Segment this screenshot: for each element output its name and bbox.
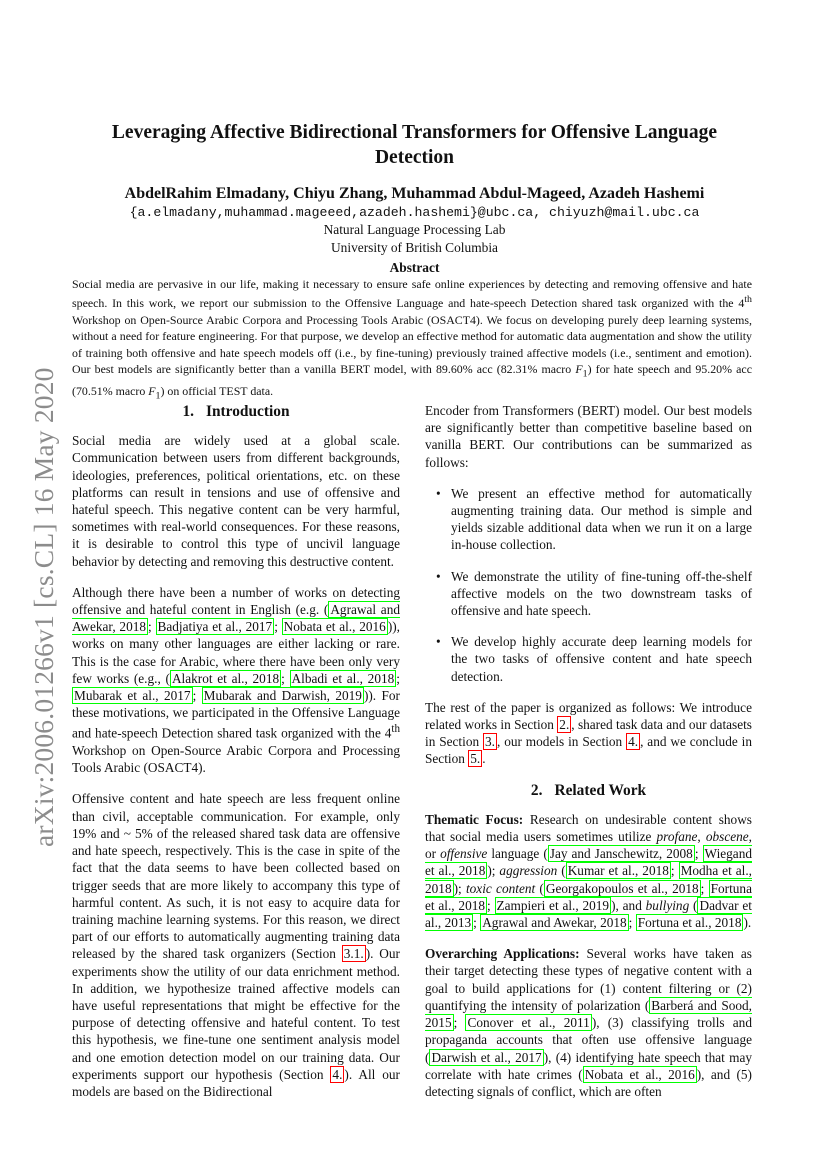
paragraph-text: ); bbox=[453, 880, 466, 896]
overarching-applications-paragraph: Overarching Applications: Several works have taken as their target detecting these types of negative content with a goal to build applications for (1) content filtering or (2) quantifying the intensity of polarization ( Barberá and Sood, 2015 ; Conover et al., 2011 ), (3) classifying trolls and propaganda accounts that often use offensive language ( Darwish et al., 2017 ), (4) identifying hate speech that may correlate with hate crimes ( Nobata et al., 2016 ), and (5) detecting signals of conflict, which are often bbox=[425, 946, 752, 1099]
organization-paragraph bbox=[425, 699, 752, 768]
superscript: th bbox=[744, 294, 752, 306]
list-item bbox=[436, 633, 752, 685]
right-column bbox=[425, 402, 752, 1114]
paragraph-text: ). Our experiments show the utility of our data enrichment method. In addition, we hypothesize trained affective models can have useful representations that might be effective for the purpose of detecting offensive and hateful content. To test this hypothesis, we fine-tune one sentiment analysis model and one emotion detection model on our training data. Our experiments support our hypothesis (Section bbox=[72, 946, 400, 1082]
bullet-icon: • bbox=[436, 485, 441, 501]
paper-title: Leveraging Affective Bidirectional Transformers for Offensive Language Detection bbox=[111, 122, 718, 168]
section-ref-link[interactable]: 4. bbox=[332, 1066, 343, 1082]
section-number: 1. bbox=[182, 403, 194, 420]
citation-link[interactable]: Wiegand et al., 2018 bbox=[425, 846, 753, 879]
citation-link[interactable]: Zampieri et al., 2019 bbox=[496, 897, 610, 913]
paragraph-text: . bbox=[482, 751, 486, 767]
emphasis: obscene bbox=[705, 829, 749, 845]
citation-link[interactable]: Fortuna et al., 2018 bbox=[425, 880, 752, 913]
intro-paragraph-1: Social media are widely used at a global scale. Communication between users from different backgrounds, ideologies, preferences, political orientations, etc. on these platforms can result in tensions and use of offensive and hateful speech. This negative content can be very harmful, sometimes with real-world consequences. For these reasons, it is desirable to control this type of uncivil language behavior by detecting and removing this destructive content. bbox=[72, 433, 400, 569]
citation-link[interactable]: Mubarak et al., 2017 bbox=[74, 688, 191, 704]
paragraph-text: The rest of the paper is organized as follows: We introduce related works in Section bbox=[425, 699, 752, 733]
citation-link[interactable]: Modha et al., 2018 bbox=[425, 863, 752, 896]
emphasis: bullying bbox=[645, 897, 690, 913]
citation-link[interactable]: Nobata et al., 2016 bbox=[283, 619, 386, 635]
section-ref-link[interactable]: 2. bbox=[559, 717, 570, 733]
thematic-focus-paragraph: Thematic Focus: Research on undesirable content shows that social media users sometimes utilize profane, obscene, or offensive language ( Jay and Janschewitz, 2008 ; Wiegand et al., 2018 ); aggression ( Kumar et al., 2018 ; Modha et al., 2018 ); toxic content ( Georgakopoulos et al., 2018 ; Fortuna et al., 2018 ; Zampieri et al., 2019 ), and bullying ( Dadvar et al., 2013 ; Agrawal and Awekar, 2018 ; Fortuna et al., 2018 ). bbox=[425, 811, 753, 931]
paragraph-text: ). bbox=[743, 915, 752, 931]
abstract-text: ) for hate speech and 95.20% acc (70.51% macro bbox=[72, 362, 752, 398]
paragraph-text: , or bbox=[425, 829, 752, 862]
paragraph-text: Research on undesirable content shows that social media users sometimes utilize bbox=[425, 811, 752, 845]
abstract-text: Social media are pervasive in our life, making it necessary to ensure safe online experiences by detecting and removing offensive and hate speech. In this work, we report our submission to the Offensive Language and hate-speech Detection shared task organized with the bbox=[72, 277, 752, 311]
paragraph-text: Offensive content and hate speech are less frequent online than civil, acceptable communication. For example, only 19% and ~ 5% of the released shared task data are offensive and hate speech, respectively. This is the case in spite of the fact that the data seems to have been collected based on trigger seeds that are more likely to accompany this type of harmful content. As such, it is not easy to acquire data for training machine learning systems. For this reason, we direct part of our efforts to automatically augmenting training data released by the shared task organizers (Section bbox=[72, 791, 400, 962]
bullet-icon: • bbox=[436, 568, 441, 584]
abstract-text: Workshop on Open-Source Arabic Corpora and Processing Tools Arabic (OSACT4). We focus on developing purely deep learning systems, without a need for feature engineering. For that purpose, we develop an effective method for automatic data augmentation and show the utility of training both offensive and hate speech models off (i.e., by fine-tuning) previously trained affective models (i.e., sentiment and emotion). Our best models are significantly better than a vanilla BERT model, with 89.60% acc (82.31% macro bbox=[72, 312, 752, 376]
run-in-heading: Overarching Applications: bbox=[425, 946, 580, 962]
section-title: Introduction bbox=[206, 403, 290, 420]
section-ref-link[interactable]: 3. bbox=[485, 734, 495, 750]
paragraph-text: ), and (5) detecting signals of conflict, which are often bbox=[425, 1066, 752, 1099]
author-list: AbdelRahim Elmadany, Chiyu Zhang, Muhammad Abdul-Mageed, Azadeh Hashemi bbox=[124, 185, 705, 202]
left-column bbox=[72, 402, 400, 1114]
paragraph-text: ( bbox=[689, 897, 698, 913]
citation-link[interactable]: Georgakopoulos et al., 2018 bbox=[545, 880, 699, 896]
citation-link[interactable]: Barberá and Sood, 2015 bbox=[425, 997, 752, 1031]
section-heading-introduction bbox=[72, 403, 400, 420]
abstract-heading: Abstract bbox=[389, 260, 440, 275]
citation-link[interactable]: Badjatiya et al., 2017 bbox=[157, 619, 273, 635]
superscript: th bbox=[391, 723, 400, 736]
citation-link[interactable]: Dadvar et al., 2013 bbox=[425, 897, 752, 931]
emphasis: profane bbox=[656, 829, 698, 845]
list-item bbox=[436, 485, 752, 554]
paragraph-text: Several works have taken as their target detecting these types of negative content with a goal to build applications for (1) content filtering or (2) quantifying the intensity of polarization ( bbox=[425, 946, 752, 1013]
author-emails: {a.elmadany,muhammad.mageeed,azadeh.hashemi}@ubc.ca, chiyuzh@mail.ubc.ca bbox=[129, 205, 700, 220]
list-item-text: We present an effective method for automatically augmenting training data. Our method is simple and yields sizable additional data when we run it on a large in-house collection. bbox=[451, 485, 752, 553]
paragraph-text: ), (4) identifying hate speech that may correlate with hate crimes ( bbox=[425, 1049, 752, 1082]
citation-link[interactable]: Conover et al., 2011 bbox=[467, 1015, 590, 1031]
list-item-text: We demonstrate the utility of fine-tuning off-the-shelf affective models on the two downstream tasks of offensive and hate speech. bbox=[451, 568, 752, 619]
section-ref-link[interactable]: 4. bbox=[628, 734, 639, 750]
intro-paragraph-3 bbox=[72, 790, 400, 1100]
run-in-heading: Thematic Focus: bbox=[425, 811, 524, 827]
section-ref-link[interactable]: 3.1. bbox=[343, 946, 364, 962]
intro-paragraph-2: Although there have been a number of works on detecting offensive and hateful content in English (e.g. ( Agrawal and Awekar, 2018 ; Badjatiya et al., 2017 ; Nobata et al., 2016 )), works on many other languages are either lacking or rare. This is the case for Arabic, where there have been only very few works (e.g., ( Alakrot et al., 2018 ; Albadi et al., 2018 ; Mubarak et al., 2017 ; Mubarak and Darwish, 2019 )). For these motivations, we participated in the Offensive Language and hate-speech Detection shared task organized with the 4th Workshop on Open-Source Arabic Corpora and Processing Tools Arabic (OSACT4). bbox=[72, 584, 400, 776]
paragraph-text: , our models in Section bbox=[496, 734, 627, 750]
paragraph-text: ). All our models are based on the Bidirectional bbox=[72, 1066, 400, 1099]
citation-link[interactable]: Nobata et al., 2016 bbox=[584, 1066, 695, 1082]
arxiv-side-stamp: arXiv:2006.01266v1 [cs.CL] 16 May 2020 bbox=[28, 367, 59, 847]
contributions-list bbox=[425, 485, 752, 685]
paragraph-text: , bbox=[697, 829, 706, 845]
citation-link[interactable]: Fortuna et al., 2018 bbox=[637, 915, 742, 931]
paragraph-text: , and we conclude in Section bbox=[425, 734, 752, 767]
list-item bbox=[436, 568, 752, 620]
citation-link[interactable]: Agrawal and Awekar, 2018 bbox=[482, 915, 627, 931]
citation-link[interactable]: Kumar et al., 2018 bbox=[567, 863, 669, 879]
section-heading-related-work bbox=[425, 782, 752, 799]
citation-link[interactable]: Agrawal and Awekar, 2018 bbox=[72, 602, 400, 635]
citation-link[interactable]: Jay and Janschewitz, 2008 bbox=[549, 846, 693, 862]
citation-link[interactable]: Albadi et al., 2018 bbox=[291, 670, 395, 686]
section-ref-link[interactable]: 5. bbox=[470, 751, 481, 767]
citation-link[interactable]: Alakrot et al., 2018 bbox=[171, 670, 280, 686]
affiliation bbox=[72, 221, 757, 257]
paragraph-text: ( bbox=[557, 863, 566, 879]
paragraph-text: ), and bbox=[611, 897, 646, 913]
paragraph-text: ), (3) classifying trolls and propaganda accounts that often use offensive language ( bbox=[425, 1015, 752, 1065]
emphasis: offensive bbox=[440, 846, 488, 862]
list-item-text: We develop highly accurate deep learning models for the two tasks of offensive content and hate speech detection. bbox=[451, 634, 752, 684]
section-number: 2. bbox=[530, 781, 543, 799]
section-title: Related Work bbox=[554, 781, 647, 799]
emphasis: toxic content bbox=[465, 880, 536, 896]
paragraph-text: Although there have been a number of works on detecting offensive and hateful content in English (e.g. ( bbox=[72, 584, 400, 618]
abstract-text: ) on official TEST data. bbox=[160, 383, 274, 398]
paragraph-text: ); bbox=[487, 863, 500, 879]
paragraph-text: , shared task data and our datasets in Section bbox=[425, 717, 752, 750]
affiliation-lab: Natural Language Processing Lab bbox=[323, 222, 506, 237]
paragraph-text: )), works on many other languages are either lacking or rare. This is the case for Arabic, where there have been only very few works (e.g., ( bbox=[72, 619, 400, 686]
citation-link[interactable]: Mubarak and Darwish, 2019 bbox=[203, 688, 362, 704]
citation-link[interactable]: Darwish et al., 2017 bbox=[431, 1049, 542, 1065]
bullet-icon: • bbox=[436, 634, 441, 650]
paragraph-text: )). For these motivations, we participated in the Offensive Language and hate-speech Detection shared task organized with the 4 bbox=[72, 688, 400, 741]
emphasis: aggression bbox=[499, 863, 558, 879]
paragraph-text: Workshop on Open-Source Arabic Corpora and Processing Tools Arabic (OSACT4). bbox=[72, 743, 400, 776]
paragraph-text: ( bbox=[535, 880, 544, 896]
paragraph-text: language ( bbox=[487, 846, 548, 862]
intro-paragraph-continued: Encoder from Transformers (BERT) model. Our best models are significantly better than competitive baseline based on vanilla BERT. Our contributions can be summarized as follows: bbox=[425, 403, 752, 470]
affiliation-university: University of British Columbia bbox=[330, 240, 498, 255]
abstract-body: Social media are pervasive in our life, making it necessary to ensure safe online experiences by detecting and removing offensive and hate speech. In this work, we report our submission to the Offensive Language and hate-speech Detection shared task organized with the 4th Workshop on Open-Source Arabic Corpora and Processing Tools Arabic (OSACT4). We focus on developing purely deep learning systems, without a need for feature engineering. For that purpose, we develop an effective method for automatic data augmentation and show the utility of training both offensive and hate speech models off (i.e., by fine-tuning) previously trained affective models (i.e., sentiment and emotion). Our best models are significantly better than a vanilla BERT model, with 89.60% acc (82.31% macro $F_1$) for hate speech and 95.20% acc (70.51% macro $F_1$) on official TEST data. bbox=[72, 277, 752, 402]
